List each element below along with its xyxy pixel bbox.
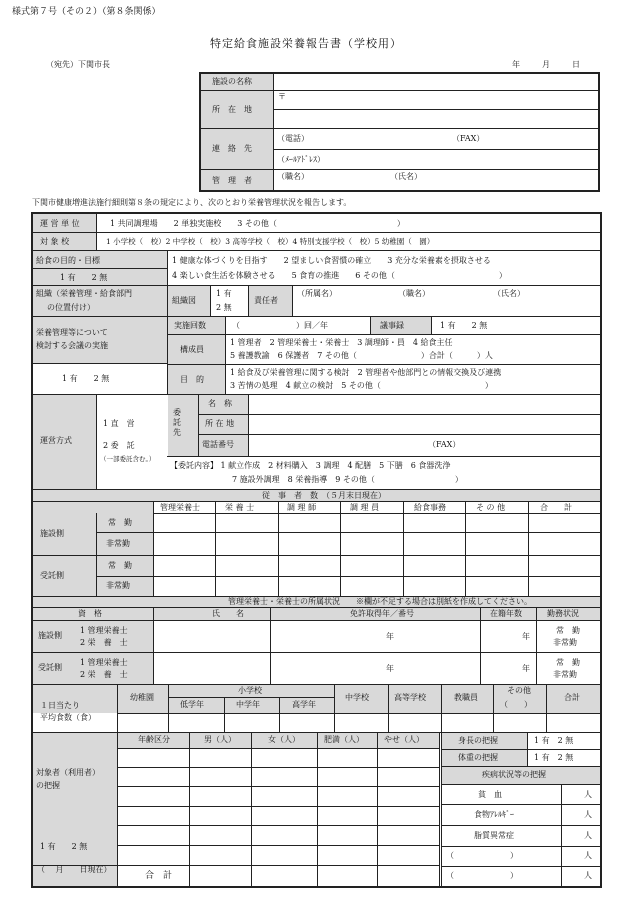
diet-facility-label: 施設側 [38, 631, 62, 640]
subj-female: 女（人） [268, 735, 300, 744]
addressee: （宛先）下関市長 [46, 60, 110, 69]
subj-obese: 肥満（人） [324, 735, 364, 744]
dietitians-license: 免許取得年／番号 [350, 609, 414, 618]
meals-other-paren: （ ） [500, 700, 532, 709]
other-disease-2[interactable]: （ ） [446, 871, 518, 880]
dietitians-name: 氏 名 [212, 609, 244, 618]
meeting-label-1: 栄養管理等について [36, 328, 108, 337]
meals-high-school: 高等学校 [394, 693, 426, 702]
minutes-choice[interactable]: 1 有 2 無 [440, 321, 488, 330]
operation-unit-label: 運 営 単 位 [40, 219, 80, 228]
meeting-choice[interactable]: 1 有 2 無 [62, 374, 110, 383]
meals-low: 低学年 [180, 700, 204, 709]
other-disease-1-unit: 人 [584, 851, 592, 860]
diet-q2-b: 2 栄 養 士 [80, 670, 128, 679]
subj-age: 年齢区分 [138, 735, 170, 744]
anemia-label: 貧 血 [478, 790, 502, 799]
minutes-label: 議事録 [380, 321, 404, 330]
diet-part-a: 非常勤 [553, 638, 577, 647]
target-school-label: 対 象 校 [40, 237, 70, 246]
contractor-name-label: 名 称 [208, 399, 232, 408]
allergy-unit: 人 [584, 810, 592, 819]
manager-name: （氏名） [390, 172, 422, 181]
height-choice[interactable]: 1 有 2 無 [534, 736, 574, 745]
subj-total: 合 計 [145, 871, 173, 881]
intro-text: 下関市健康増進法施行細則第８条の規定により、次のとおり栄養管理状況を報告します。 [32, 198, 352, 207]
meals-high: 高学年 [292, 700, 316, 709]
org-chart-no[interactable]: 2 無 [216, 303, 232, 312]
diet-y-a: 年 [522, 632, 530, 641]
ops-partial: （一部委託含む。） [100, 455, 156, 463]
staff-full-1: 常 勤 [108, 518, 132, 527]
org-label-2: の位置付け） [47, 303, 95, 312]
fax-label: （FAX） [452, 134, 485, 143]
contractor-addr-label: 所 在 地 [205, 419, 235, 428]
staff-part-2: 非常勤 [106, 581, 130, 590]
facility-name-label: 施設の名称 [212, 77, 252, 86]
manager-label: 管 理 者 [212, 176, 252, 185]
date-month: 月 [542, 60, 550, 69]
lipid-unit: 人 [584, 831, 592, 840]
diet-q1-a: 1 管理栄養士 [80, 626, 128, 635]
purpose-label: 目 的 [180, 375, 204, 384]
org-chart-yes[interactable]: 1 有 [216, 289, 232, 298]
staff-col-4: 給食事務 [414, 503, 446, 512]
diet-full-b: 常 勤 [556, 658, 580, 667]
postal-mark: 〒 [278, 92, 286, 101]
target-school-options[interactable]: 1 小学校（ 校）2 中学校（ 校）3 高等学校（ 校）4 特別支援学校（ 校）5 幼稚園（ 園） [106, 237, 435, 246]
meals-elem: 小学校 [238, 686, 262, 695]
staff-title: 従 事 者 数 （５月末日現在） [262, 491, 386, 500]
goals-label: 給食の目的・目標 [36, 256, 100, 265]
contractor-phone-label: 電話番号 [202, 440, 234, 449]
diet-year-a: 年 [386, 632, 394, 641]
subjects-as-of: （ 月 日現在） [37, 865, 112, 874]
meals-label-1: １日当たり [40, 701, 80, 710]
subjects-label-1: 対象者（利用者） [36, 768, 100, 777]
staff-col-0: 管理栄養士 [160, 503, 200, 512]
meals-staff: 教職員 [454, 693, 478, 702]
meals-junior: 中学校 [345, 693, 369, 702]
subjects-choice[interactable]: 1 有 2 無 [40, 842, 88, 851]
goals-line1: 1 健康な体づくりを目指す 2 望ましい食習慣の確立 3 充分な栄養素を摂取させる [172, 256, 491, 265]
staff-col-5: そ の 他 [476, 503, 506, 512]
goals-choice[interactable]: 1 有 2 無 [60, 273, 108, 282]
anemia-unit: 人 [584, 790, 592, 799]
subjects-label-2: の把握 [36, 781, 60, 790]
diet-y-b: 年 [522, 664, 530, 673]
diet-full-a: 常 勤 [556, 626, 580, 635]
contract-content-1: 【委託内容】 1 献立作成 2 材料購入 3 調理 4 配膳 5 下膳 6 食器洗浄 [170, 461, 451, 470]
officer-name: （氏名） [493, 289, 525, 298]
dietitians-status: 勤務状況 [547, 609, 579, 618]
meeting-times[interactable]: （ ）回／年 [232, 321, 328, 330]
email-label: （ﾒｰﾙｱﾄﾞﾚｽ） [277, 155, 325, 164]
diet-part-b: 非常勤 [553, 670, 577, 679]
date-day: 日 [572, 60, 580, 69]
ops-label: 運営方式 [40, 436, 72, 445]
dietitians-qual: 資 格 [78, 609, 102, 618]
officer-label: 責任者 [254, 296, 278, 305]
diet-contract-label: 受託側 [38, 663, 62, 672]
operation-unit-options[interactable]: 1 共同調理場 2 単独実施校 3 その他（ ） [110, 219, 405, 228]
ops-direct[interactable]: 1 直 営 [103, 419, 135, 428]
subj-male: 男（人） [204, 735, 236, 744]
dietitians-tenure: 在籍年数 [490, 609, 522, 618]
staff-full-2: 常 勤 [108, 561, 132, 570]
staff-part-1: 非常勤 [106, 539, 130, 548]
staff-col-2: 調 理 師 [287, 503, 317, 512]
form-number: 様式第７号（その２）（第８条関係） [12, 7, 161, 17]
other-disease-1[interactable]: （ ） [446, 851, 518, 860]
other-disease-2-unit: 人 [584, 871, 592, 880]
weight-choice[interactable]: 1 有 2 無 [534, 753, 574, 762]
contractor-label: 委託先 [173, 408, 181, 437]
contact-label: 連 絡 先 [212, 144, 252, 153]
officer-affil: （所属名） [297, 289, 337, 298]
purpose-line2: 3 苦情の処理 4 献立の検討 5 その他（ ） [230, 381, 493, 390]
members-line2: 5 養護教諭 6 保護者 7 その他（ ）合計（ ）人 [230, 351, 493, 360]
officer-pos: （職名） [398, 289, 430, 298]
facility-address-label: 所 在 地 [212, 105, 252, 114]
meals-kinder: 幼稚園 [130, 693, 154, 702]
height-label: 身長の把握 [458, 736, 498, 745]
ops-outsourced[interactable]: 2 委 託 [103, 441, 135, 450]
disease-label: 疾病状況等の把握 [482, 770, 546, 779]
members-line1: 1 管理者 2 管理栄養士・栄養士 3 調理師・員 4 給食主任 [230, 338, 453, 347]
members-label: 構成員 [180, 345, 204, 354]
lipid-label: 脂質異常症 [474, 831, 514, 840]
staff-col-3: 調 理 員 [350, 503, 380, 512]
meeting-label-2: 検討する会議の実施 [36, 341, 108, 350]
subj-thin: やせ（人） [384, 735, 424, 744]
dietitians-title: 管理栄養士・栄養士の所属状況 ※欄が不足する場合は別紙を作成してください。 [228, 597, 532, 606]
phone-label: （電話） [277, 134, 309, 143]
org-chart-label: 組織図 [172, 296, 196, 305]
page-title: 特定給食施設栄養報告書（学校用） [210, 37, 402, 50]
meals-mid: 中学年 [236, 700, 260, 709]
contract-content-2: 7 施設外調理 8 栄養指導 9 その他（ ） [232, 475, 463, 484]
allergy-label: 食物ｱﾚﾙｷﾞｰ [474, 810, 514, 819]
meals-other: その他 [507, 686, 531, 695]
staff-col-6: 合 計 [540, 503, 572, 512]
diet-q2-a: 2 栄 養 士 [80, 638, 128, 647]
goals-line2: 4 楽しい食生活を体験させる 5 食育の推進 6 その他（ ） [172, 271, 507, 280]
weight-label: 体重の把握 [458, 753, 498, 762]
staff-contract-label: 受託側 [40, 571, 64, 580]
staff-facility-label: 施設側 [40, 529, 64, 538]
staff-col-1: 栄 養 士 [225, 503, 255, 512]
meals-label-2: 平均食数（食） [40, 713, 96, 722]
purpose-line1: 1 給食及び栄養管理に関する検討 2 管理者や他部門との情報交換及び連携 [230, 368, 502, 377]
manager-position: （職名） [277, 172, 309, 181]
contractor-fax: （FAX） [428, 440, 461, 449]
date-year: 年 [512, 60, 520, 69]
org-label-1: 組織（栄養管理・給食部門 [36, 289, 132, 298]
meeting-times-label: 実施回数 [174, 321, 206, 330]
meals-total: 合計 [564, 693, 580, 702]
diet-q1-b: 1 管理栄養士 [80, 658, 128, 667]
diet-year-b: 年 [386, 664, 394, 673]
